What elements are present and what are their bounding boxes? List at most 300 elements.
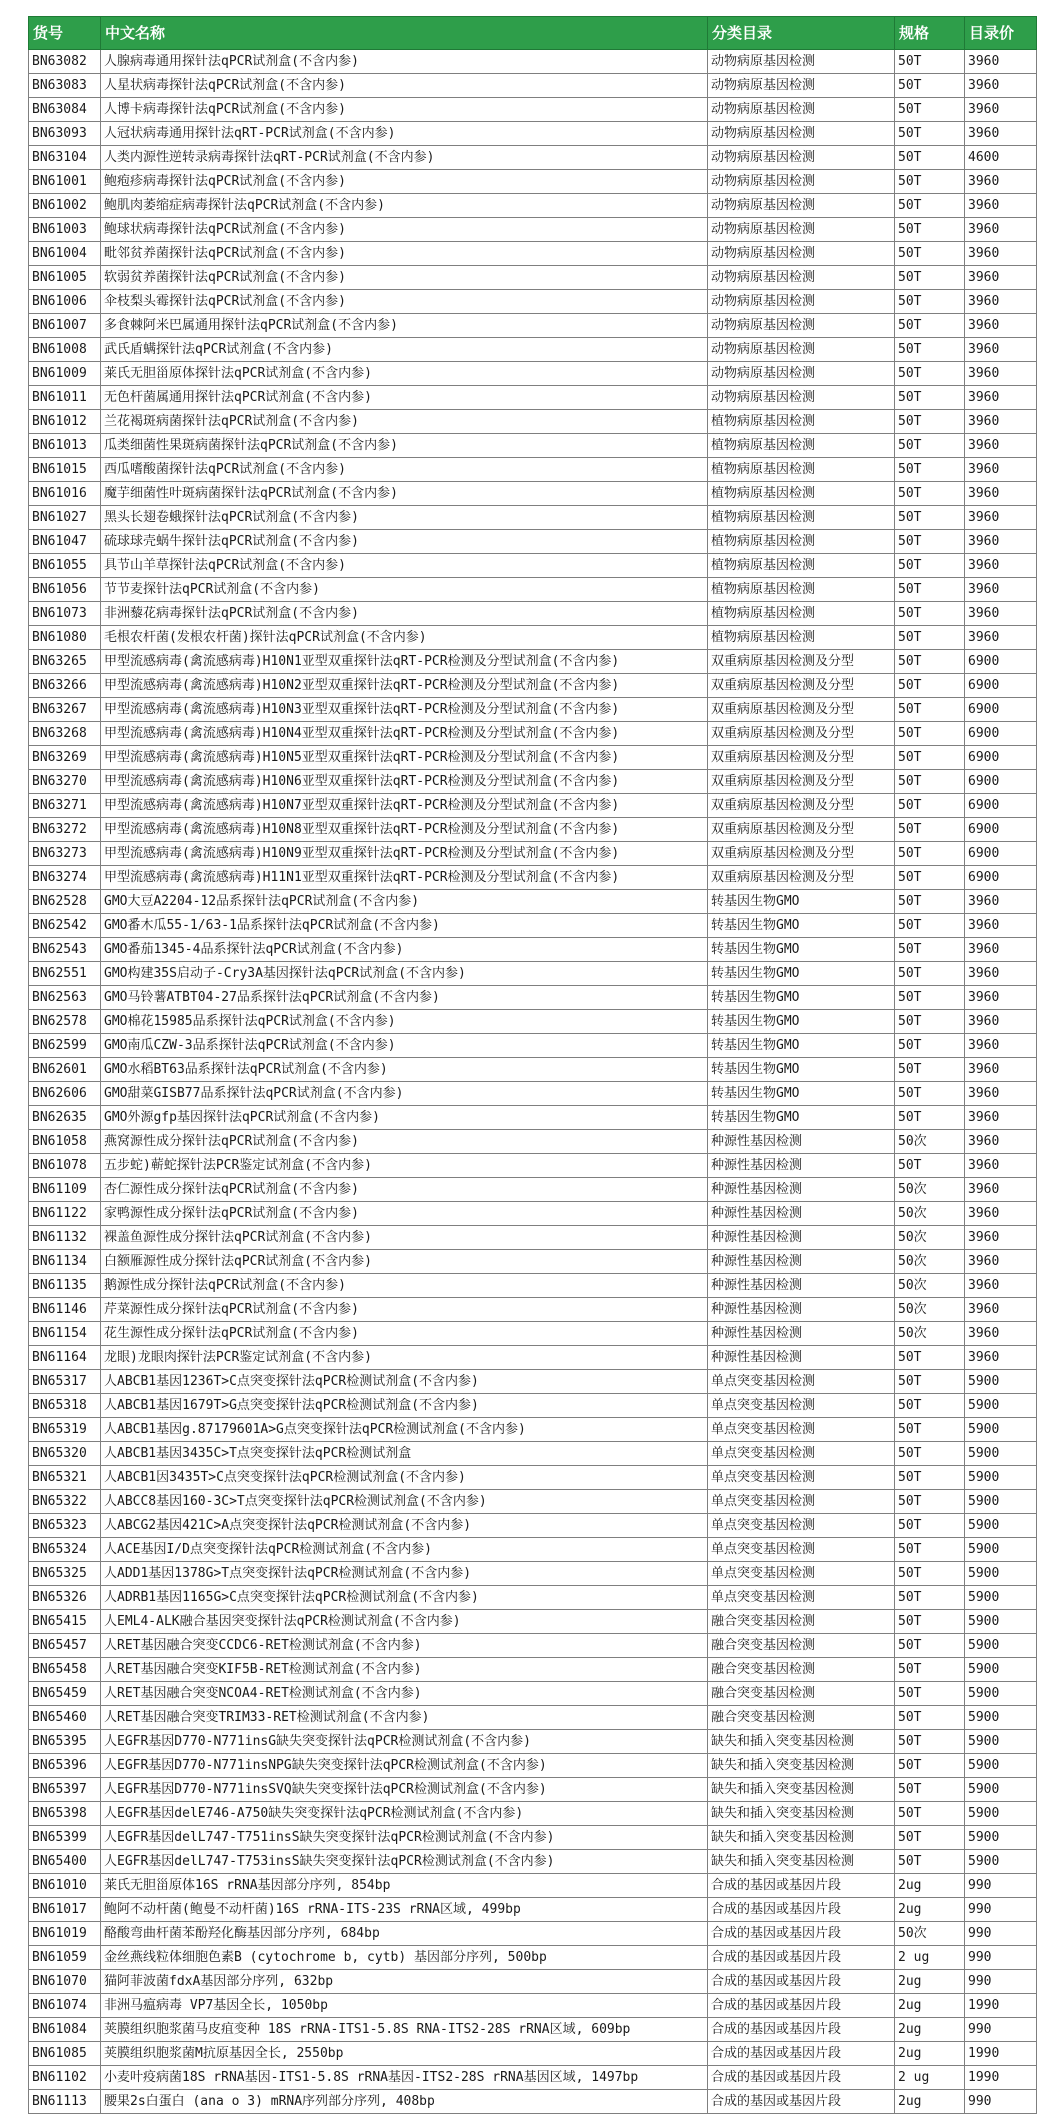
cell-price: 3960 (965, 530, 1037, 554)
product-table (28, 16, 1037, 2114)
cell-name: 人ADD1基因1378G>T点突变探针法qPCR检测试剂盒(不含内参) (101, 1562, 708, 1586)
cell-price: 5900 (965, 1610, 1037, 1634)
cell-price: 1990 (965, 2066, 1037, 2090)
cell-price: 3960 (965, 1178, 1037, 1202)
cell-name: 人EGFR基因delE746-A750缺失突变探针法qPCR检测试剂盒(不含内参) (101, 1802, 708, 1826)
cell-name: 莱氏无胆甾原体探针法qPCR试剂盒(不含内参) (101, 362, 708, 386)
cell-name: 莱氏无胆甾原体16S rRNA基因部分序列, 854bp (101, 1874, 708, 1898)
cell-spec: 50T (895, 962, 965, 986)
cell-spec: 2ug (895, 1898, 965, 1922)
cell-spec: 50T (895, 218, 965, 242)
cell-name: 芹菜源性成分探针法qPCR试剂盒(不含内参) (101, 1298, 708, 1322)
cell-sku: BN65457 (29, 1634, 101, 1658)
cell-category: 单点突变基因检测 (708, 1370, 895, 1394)
table-row (29, 1658, 1037, 1682)
cell-name: 非洲马瘟病毒 VP7基因全长, 1050bp (101, 1994, 708, 2018)
cell-name: GMO构建35S启动子-Cry3A基因探针法qPCR试剂盒(不含内参) (101, 962, 708, 986)
cell-name: GMO马铃薯ATBT04-27品系探针法qPCR试剂盒(不含内参) (101, 986, 708, 1010)
cell-sku: BN61085 (29, 2042, 101, 2066)
cell-spec: 50T (895, 866, 965, 890)
header-sku: 货号 (29, 17, 101, 50)
cell-name: 甲型流感病毒(禽流感病毒)H10N5亚型双重探针法qRT-PCR检测及分型试剂盒(不含内参) (101, 746, 708, 770)
cell-category: 合成的基因或基因片段 (708, 1970, 895, 1994)
cell-category: 合成的基因或基因片段 (708, 1874, 895, 1898)
table-row (29, 506, 1037, 530)
cell-spec: 50T (895, 794, 965, 818)
cell-name: 荚膜组织胞浆菌马皮疽变种 18S rRNA-ITS1-5.8S RNA-ITS2-28S rRNA区域, 609bp (101, 2018, 708, 2042)
cell-name: 人ACE基因I/D点突变探针法qPCR检测试剂盒(不含内参) (101, 1538, 708, 1562)
table-body (29, 50, 1037, 2114)
cell-name: 人腺病毒通用探针法qPCR试剂盒(不含内参) (101, 50, 708, 74)
cell-name: 多食棘阿米巴属通用探针法qPCR试剂盒(不含内参) (101, 314, 708, 338)
cell-name: 人ABCC8基因160-3C>T点突变探针法qPCR检测试剂盒(不含内参) (101, 1490, 708, 1514)
cell-spec: 50次 (895, 1130, 965, 1154)
cell-sku: BN62578 (29, 1010, 101, 1034)
cell-sku: BN62563 (29, 986, 101, 1010)
cell-price: 5900 (965, 1586, 1037, 1610)
table-row (29, 698, 1037, 722)
cell-price: 3960 (965, 1298, 1037, 1322)
cell-sku: BN61027 (29, 506, 101, 530)
cell-category: 融合突变基因检测 (708, 1634, 895, 1658)
table-row (29, 1586, 1037, 1610)
cell-name: 家鸭源性成分探针法qPCR试剂盒(不含内参) (101, 1202, 708, 1226)
table-row (29, 1178, 1037, 1202)
cell-sku: BN65415 (29, 1610, 101, 1634)
table-row (29, 1802, 1037, 1826)
cell-sku: BN65395 (29, 1730, 101, 1754)
cell-name: 魔芋细菌性叶斑病菌探针法qPCR试剂盒(不含内参) (101, 482, 708, 506)
cell-spec: 50T (895, 194, 965, 218)
cell-name: 人EML4-ALK融合基因突变探针法qPCR检测试剂盒(不含内参) (101, 1610, 708, 1634)
table-row (29, 122, 1037, 146)
table-row (29, 1418, 1037, 1442)
cell-spec: 50T (895, 1442, 965, 1466)
cell-name: 人类内源性逆转录病毒探针法qRT-PCR试剂盒(不含内参) (101, 146, 708, 170)
cell-spec: 2ug (895, 2042, 965, 2066)
cell-spec: 50次 (895, 1922, 965, 1946)
cell-sku: BN65319 (29, 1418, 101, 1442)
cell-name: 杏仁源性成分探针法qPCR试剂盒(不含内参) (101, 1178, 708, 1202)
cell-category: 植物病原基因检测 (708, 626, 895, 650)
cell-price: 3960 (965, 266, 1037, 290)
table-row (29, 314, 1037, 338)
table-row (29, 146, 1037, 170)
cell-category: 植物病原基因检测 (708, 554, 895, 578)
cell-category: 缺失和插入突变基因检测 (708, 1826, 895, 1850)
cell-spec: 50T (895, 410, 965, 434)
cell-category: 种源性基因检测 (708, 1178, 895, 1202)
cell-name: 甲型流感病毒(禽流感病毒)H10N6亚型双重探针法qRT-PCR检测及分型试剂盒(不含内参) (101, 770, 708, 794)
cell-sku: BN63083 (29, 74, 101, 98)
cell-category: 转基因生物GMO (708, 1058, 895, 1082)
cell-name: 人EGFR基因delL747-T753insS缺失突变探针法qPCR检测试剂盒(不含内参) (101, 1850, 708, 1874)
cell-sku: BN63273 (29, 842, 101, 866)
cell-category: 单点突变基因检测 (708, 1586, 895, 1610)
cell-price: 3960 (965, 1226, 1037, 1250)
cell-spec: 50T (895, 314, 965, 338)
cell-name: GMO甜菜GISB77品系探针法qPCR试剂盒(不含内参) (101, 1082, 708, 1106)
table-row (29, 242, 1037, 266)
cell-name: 人ABCB1基因1236T>C点突变探针法qPCR检测试剂盒(不含内参) (101, 1370, 708, 1394)
cell-spec: 50T (895, 1490, 965, 1514)
product-sheet (28, 16, 1036, 2114)
cell-category: 种源性基因检测 (708, 1346, 895, 1370)
cell-price: 3960 (965, 938, 1037, 962)
cell-price: 990 (965, 2018, 1037, 2042)
cell-sku: BN61135 (29, 1274, 101, 1298)
table-row (29, 1514, 1037, 1538)
cell-spec: 50T (895, 986, 965, 1010)
cell-sku: BN61011 (29, 386, 101, 410)
table-row (29, 650, 1037, 674)
cell-sku: BN61070 (29, 1970, 101, 1994)
cell-sku: BN63272 (29, 818, 101, 842)
cell-category: 双重病原基因检测及分型 (708, 842, 895, 866)
cell-sku: BN62528 (29, 890, 101, 914)
cell-price: 3960 (965, 914, 1037, 938)
table-row (29, 866, 1037, 890)
cell-price: 5900 (965, 1658, 1037, 1682)
cell-name: 甲型流感病毒(禽流感病毒)H10N8亚型双重探针法qRT-PCR检测及分型试剂盒(不含内参) (101, 818, 708, 842)
cell-price: 3960 (965, 1034, 1037, 1058)
cell-name: 腰果2s白蛋白 (ana o 3) mRNA序列部分序列, 408bp (101, 2090, 708, 2114)
table-row (29, 818, 1037, 842)
cell-sku: BN61113 (29, 2090, 101, 2114)
cell-price: 3960 (965, 386, 1037, 410)
cell-category: 合成的基因或基因片段 (708, 1994, 895, 2018)
cell-category: 种源性基因检测 (708, 1154, 895, 1178)
cell-sku: BN61055 (29, 554, 101, 578)
cell-price: 3960 (965, 1130, 1037, 1154)
cell-sku: BN65458 (29, 1658, 101, 1682)
cell-price: 3960 (965, 482, 1037, 506)
cell-price: 3960 (965, 50, 1037, 74)
cell-category: 双重病原基因检测及分型 (708, 698, 895, 722)
cell-category: 转基因生物GMO (708, 962, 895, 986)
table-row (29, 410, 1037, 434)
table-row (29, 1850, 1037, 1874)
cell-price: 6900 (965, 818, 1037, 842)
cell-sku: BN61003 (29, 218, 101, 242)
cell-price: 6900 (965, 746, 1037, 770)
cell-spec: 50T (895, 242, 965, 266)
cell-name: 人RET基因融合突变NCOA4-RET检测试剂盒(不含内参) (101, 1682, 708, 1706)
cell-name: GMO番茄1345-4品系探针法qPCR试剂盒(不含内参) (101, 938, 708, 962)
cell-price: 3960 (965, 74, 1037, 98)
cell-name: 鲍球状病毒探针法qPCR试剂盒(不含内参) (101, 218, 708, 242)
cell-price: 3960 (965, 962, 1037, 986)
cell-price: 3960 (965, 578, 1037, 602)
cell-category: 单点突变基因检测 (708, 1418, 895, 1442)
cell-category: 转基因生物GMO (708, 914, 895, 938)
cell-sku: BN61013 (29, 434, 101, 458)
cell-name: 人ABCB1基因3435C>T点突变探针法qPCR检测试剂盒 (101, 1442, 708, 1466)
cell-price: 3960 (965, 1322, 1037, 1346)
cell-sku: BN61122 (29, 1202, 101, 1226)
cell-spec: 2ug (895, 1994, 965, 2018)
cell-spec: 50T (895, 1154, 965, 1178)
cell-category: 植物病原基因检测 (708, 578, 895, 602)
cell-category: 合成的基因或基因片段 (708, 2066, 895, 2090)
table-row (29, 794, 1037, 818)
cell-spec: 2 ug (895, 1946, 965, 1970)
cell-sku: BN61078 (29, 1154, 101, 1178)
table-row (29, 578, 1037, 602)
cell-spec: 50T (895, 170, 965, 194)
cell-spec: 50T (895, 290, 965, 314)
table-row (29, 1994, 1037, 2018)
cell-category: 动物病原基因检测 (708, 362, 895, 386)
cell-category: 双重病原基因检测及分型 (708, 818, 895, 842)
cell-name: 鹅源性成分探针法qPCR试剂盒(不含内参) (101, 1274, 708, 1298)
cell-price: 5900 (965, 1514, 1037, 1538)
cell-category: 转基因生物GMO (708, 1010, 895, 1034)
cell-category: 双重病原基因检测及分型 (708, 770, 895, 794)
cell-spec: 50T (895, 1106, 965, 1130)
table-row (29, 1874, 1037, 1898)
cell-category: 种源性基因检测 (708, 1202, 895, 1226)
cell-spec: 50T (895, 650, 965, 674)
cell-sku: BN65397 (29, 1778, 101, 1802)
table-row (29, 1778, 1037, 1802)
table-row (29, 434, 1037, 458)
cell-price: 1990 (965, 1994, 1037, 2018)
table-row (29, 1898, 1037, 1922)
cell-sku: BN65317 (29, 1370, 101, 1394)
cell-spec: 50T (895, 1418, 965, 1442)
cell-spec: 50T (895, 1346, 965, 1370)
cell-sku: BN61019 (29, 1922, 101, 1946)
table-row (29, 962, 1037, 986)
cell-spec: 50T (895, 602, 965, 626)
cell-name: 花生源性成分探针法qPCR试剂盒(不含内参) (101, 1322, 708, 1346)
table-row (29, 50, 1037, 74)
cell-name: 具节山羊草探针法qPCR试剂盒(不含内参) (101, 554, 708, 578)
cell-sku: BN63266 (29, 674, 101, 698)
cell-category: 转基因生物GMO (708, 986, 895, 1010)
cell-spec: 50T (895, 626, 965, 650)
cell-category: 合成的基因或基因片段 (708, 1922, 895, 1946)
cell-sku: BN63269 (29, 746, 101, 770)
cell-sku: BN65460 (29, 1706, 101, 1730)
cell-name: 人ABCB1基因g.87179601A>G点突变探针法qPCR检测试剂盒(不含内参) (101, 1418, 708, 1442)
table-row (29, 1922, 1037, 1946)
cell-spec: 50次 (895, 1226, 965, 1250)
cell-price: 6900 (965, 674, 1037, 698)
cell-spec: 50T (895, 1538, 965, 1562)
table-row (29, 530, 1037, 554)
cell-category: 动物病原基因检测 (708, 386, 895, 410)
cell-price: 5900 (965, 1394, 1037, 1418)
cell-price: 5900 (965, 1754, 1037, 1778)
cell-category: 缺失和插入突变基因检测 (708, 1850, 895, 1874)
cell-category: 双重病原基因检测及分型 (708, 722, 895, 746)
cell-spec: 50T (895, 1034, 965, 1058)
cell-name: 人EGFR基因D770-N771insSVQ缺失突变探针法qPCR检测试剂盒(不含内参) (101, 1778, 708, 1802)
cell-price: 5900 (965, 1562, 1037, 1586)
cell-category: 动物病原基因检测 (708, 74, 895, 98)
cell-price: 3960 (965, 986, 1037, 1010)
cell-name: 瓜类细菌性果斑病菌探针法qPCR试剂盒(不含内参) (101, 434, 708, 458)
cell-category: 种源性基因检测 (708, 1250, 895, 1274)
table-row (29, 1322, 1037, 1346)
cell-spec: 50次 (895, 1178, 965, 1202)
cell-category: 合成的基因或基因片段 (708, 2018, 895, 2042)
table-row (29, 890, 1037, 914)
cell-spec: 50T (895, 842, 965, 866)
cell-spec: 50T (895, 1466, 965, 1490)
cell-price: 5900 (965, 1634, 1037, 1658)
cell-name: 伞枝梨头霉探针法qPCR试剂盒(不含内参) (101, 290, 708, 314)
cell-sku: BN62542 (29, 914, 101, 938)
cell-name: 人ABCB1基因1679T>G点突变探针法qPCR检测试剂盒(不含内参) (101, 1394, 708, 1418)
cell-category: 双重病原基因检测及分型 (708, 866, 895, 890)
cell-price: 990 (965, 2090, 1037, 2114)
cell-category: 合成的基因或基因片段 (708, 1898, 895, 1922)
cell-spec: 50T (895, 890, 965, 914)
cell-spec: 50T (895, 362, 965, 386)
cell-sku: BN65396 (29, 1754, 101, 1778)
table-row (29, 194, 1037, 218)
cell-category: 动物病原基因检测 (708, 146, 895, 170)
cell-category: 双重病原基因检测及分型 (708, 794, 895, 818)
cell-spec: 50T (895, 1850, 965, 1874)
cell-price: 5900 (965, 1730, 1037, 1754)
cell-category: 植物病原基因检测 (708, 434, 895, 458)
cell-sku: BN61102 (29, 2066, 101, 2090)
table-row (29, 746, 1037, 770)
cell-sku: BN61004 (29, 242, 101, 266)
cell-price: 990 (965, 1898, 1037, 1922)
table-row (29, 218, 1037, 242)
cell-price: 3960 (965, 434, 1037, 458)
cell-spec: 50T (895, 1394, 965, 1418)
cell-category: 动物病原基因检测 (708, 290, 895, 314)
cell-sku: BN61010 (29, 1874, 101, 1898)
cell-category: 缺失和插入突变基因检测 (708, 1778, 895, 1802)
cell-price: 5900 (965, 1418, 1037, 1442)
cell-category: 合成的基因或基因片段 (708, 1946, 895, 1970)
cell-sku: BN61006 (29, 290, 101, 314)
cell-category: 植物病原基因检测 (708, 602, 895, 626)
cell-spec: 50T (895, 938, 965, 962)
cell-sku: BN62551 (29, 962, 101, 986)
cell-spec: 50T (895, 1370, 965, 1394)
cell-price: 5900 (965, 1850, 1037, 1874)
cell-spec: 50T (895, 530, 965, 554)
table-row (29, 170, 1037, 194)
cell-sku: BN61017 (29, 1898, 101, 1922)
cell-category: 种源性基因检测 (708, 1298, 895, 1322)
cell-spec: 50T (895, 506, 965, 530)
table-row (29, 914, 1037, 938)
cell-price: 3960 (965, 362, 1037, 386)
cell-sku: BN65321 (29, 1466, 101, 1490)
table-row (29, 1202, 1037, 1226)
cell-category: 单点突变基因检测 (708, 1490, 895, 1514)
cell-name: 节节麦探针法qPCR试剂盒(不含内参) (101, 578, 708, 602)
table-row (29, 2090, 1037, 2114)
table-row (29, 722, 1037, 746)
table-row (29, 1442, 1037, 1466)
cell-sku: BN62543 (29, 938, 101, 962)
cell-name: 鲍阿不动杆菌(鲍曼不动杆菌)16S rRNA-ITS-23S rRNA区域, 499bp (101, 1898, 708, 1922)
cell-spec: 50次 (895, 1274, 965, 1298)
cell-spec: 50T (895, 770, 965, 794)
cell-category: 动物病原基因检测 (708, 98, 895, 122)
table-row (29, 770, 1037, 794)
cell-spec: 50次 (895, 1298, 965, 1322)
table-row (29, 482, 1037, 506)
table-row (29, 1058, 1037, 1082)
cell-name: 甲型流感病毒(禽流感病毒)H10N3亚型双重探针法qRT-PCR检测及分型试剂盒(不含内参) (101, 698, 708, 722)
cell-category: 单点突变基因检测 (708, 1442, 895, 1466)
cell-sku: BN61009 (29, 362, 101, 386)
cell-spec: 50T (895, 1658, 965, 1682)
cell-price: 3960 (965, 1082, 1037, 1106)
cell-name: 猫阿菲波菌fdxA基因部分序列, 632bp (101, 1970, 708, 1994)
cell-spec: 50T (895, 482, 965, 506)
cell-sku: BN63104 (29, 146, 101, 170)
cell-sku: BN61007 (29, 314, 101, 338)
table-row (29, 1970, 1037, 1994)
table-row (29, 290, 1037, 314)
cell-spec: 2ug (895, 1874, 965, 1898)
cell-category: 种源性基因检测 (708, 1322, 895, 1346)
cell-sku: BN61084 (29, 2018, 101, 2042)
cell-name: 金丝燕线粒体细胞色素B (cytochrome b, cytb) 基因部分序列, 500bp (101, 1946, 708, 1970)
cell-category: 合成的基因或基因片段 (708, 2090, 895, 2114)
cell-sku: BN65398 (29, 1802, 101, 1826)
cell-price: 3960 (965, 242, 1037, 266)
cell-spec: 50T (895, 1610, 965, 1634)
cell-sku: BN65400 (29, 1850, 101, 1874)
cell-price: 1990 (965, 2042, 1037, 2066)
cell-price: 5900 (965, 1682, 1037, 1706)
cell-price: 5900 (965, 1466, 1037, 1490)
table-row (29, 1634, 1037, 1658)
cell-category: 单点突变基因检测 (708, 1562, 895, 1586)
cell-price: 3960 (965, 410, 1037, 434)
table-row (29, 1082, 1037, 1106)
cell-name: 甲型流感病毒(禽流感病毒)H10N9亚型双重探针法qRT-PCR检测及分型试剂盒(不含内参) (101, 842, 708, 866)
table-row (29, 842, 1037, 866)
cell-sku: BN62601 (29, 1058, 101, 1082)
cell-spec: 50T (895, 1730, 965, 1754)
cell-name: 人ADRB1基因1165G>C点突变探针法qPCR检测试剂盒(不含内参) (101, 1586, 708, 1610)
cell-name: GMO大豆A2204-12品系探针法qPCR试剂盒(不含内参) (101, 890, 708, 914)
cell-price: 3960 (965, 1154, 1037, 1178)
cell-spec: 50T (895, 674, 965, 698)
cell-category: 转基因生物GMO (708, 1034, 895, 1058)
cell-sku: BN61005 (29, 266, 101, 290)
cell-price: 3960 (965, 98, 1037, 122)
cell-spec: 50T (895, 1586, 965, 1610)
table-row (29, 674, 1037, 698)
cell-name: 人RET基因融合突变KIF5B-RET检测试剂盒(不含内参) (101, 1658, 708, 1682)
cell-name: 龙眼)龙眼肉探针法PCR鉴定试剂盒(不含内参) (101, 1346, 708, 1370)
cell-category: 单点突变基因检测 (708, 1538, 895, 1562)
cell-sku: BN63270 (29, 770, 101, 794)
cell-spec: 50T (895, 1682, 965, 1706)
cell-name: 酪酸弯曲杆菌苯酚羟化酶基因部分序列, 684bp (101, 1922, 708, 1946)
table-row (29, 1730, 1037, 1754)
header-category: 分类目录 (708, 17, 895, 50)
table-row (29, 2066, 1037, 2090)
cell-category: 缺失和插入突变基因检测 (708, 1730, 895, 1754)
cell-category: 植物病原基因检测 (708, 530, 895, 554)
